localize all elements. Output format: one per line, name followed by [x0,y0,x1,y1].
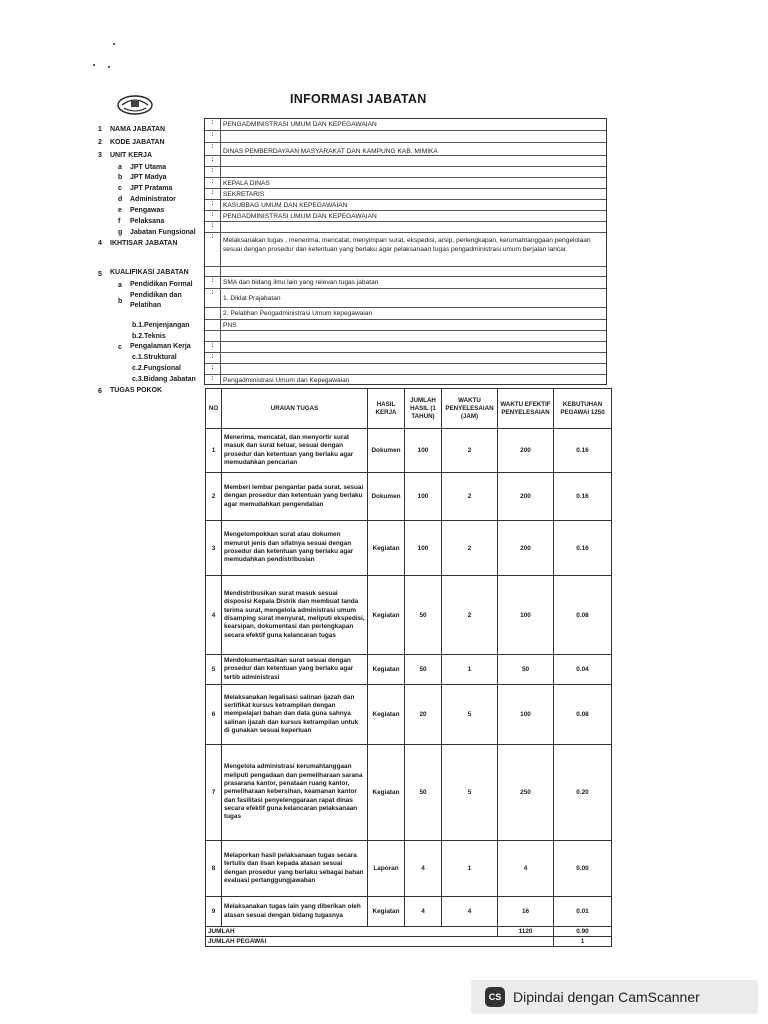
field-number: 3 [98,152,102,159]
cell-jumlah: 50 [405,745,442,841]
camscanner-logo-icon: CS [485,987,505,1007]
colon: : [205,178,221,188]
table-row [206,521,612,576]
value-diklat-prajabatan: 1. Diklat Prajabatan [223,295,281,302]
table-row [206,745,612,841]
colon: : [205,353,221,363]
col-header-kebutuhan: KEBUTUHAN PEGAWAI 1250 [554,389,612,429]
sub-letter: c [118,185,122,192]
sub-label-jpt-pratama: JPT Pratama [130,185,173,192]
cell-jumlah: 100 [405,521,442,576]
col-header-uraian: URAIAN TUGAS [222,389,368,429]
cell-efektif: 200 [498,521,554,576]
table-total-row [206,927,612,937]
value-penjenjangan: PNS [223,322,237,329]
field-label-kualifikasi: KUALIFIKASI JABATAN [110,269,189,276]
cell-waktu: 2 [442,429,498,473]
field-number: 6 [98,388,102,395]
colon: : [205,364,221,374]
cell-efektif: 250 [498,745,554,841]
cell-jumlah: 20 [405,685,442,745]
cell-hasil: Kegiatan [368,521,405,576]
cell-waktu: 2 [442,521,498,576]
cell-no: 7 [206,745,222,841]
cell-uraian: Melaporkan hasil pelaksanaan tugas secara tertulis dan lisan kepada atasan sesuai dengan prosedur yang berlaku sebagai bahan evaluasi pertanggungjawaban [222,841,368,897]
cell-waktu: 5 [442,685,498,745]
value-row-jpt-utama [205,156,606,167]
cell-jumlah: 4 [405,841,442,897]
colon: : [205,189,221,199]
cell-waktu: 1 [442,841,498,897]
sub-label-jabatan-fungsional: Jabatan Fungsional [130,229,196,236]
cell-uraian: Memberi lembar pengantar pada surat, sesuai dengan prosedur dan ketentuan yang berlaku agar memudahkan pengendalian [222,473,368,521]
table-header-row [206,389,612,429]
cell-uraian: Melaksanakan tugas lain yang diberikan oleh atasan sesuai dengan bidang tugasnya [222,897,368,927]
value-pelaksana: PENGADMINISTRASI UMUM DAN KEPEGAWAIAN [223,213,377,220]
cell-efektif: 4 [498,841,554,897]
cell-hasil: Kegiatan [368,685,405,745]
value-pelatihan: 2. Pelatihan Pengadministrasi Umum kepegawaian [223,310,373,317]
cell-uraian: Mendokumentasikan surat sesuai dengan prosedur dan ketentuan yang berlaku agar tertib administrasi [222,655,368,685]
value-nama-jabatan: PENGADMINISTRASI UMUM DAN KEPEGAWAIAN [223,121,377,128]
sub-letter: b [118,298,123,305]
cell-efektif: 100 [498,576,554,655]
value-pengawas: KASUBBAG UMUM DAN KEPEGAWAIAN [223,202,348,209]
field-label-ikhtisar: IKHTISAR JABATAN [110,240,178,247]
col-header-jumlah: JUMLAH HASIL (1 TAHUN) [405,389,442,429]
total-efektif: 1120 [498,927,554,937]
cell-kebutuhan: 0.16 [554,429,612,473]
cell-no: 2 [206,473,222,521]
cell-waktu: 2 [442,576,498,655]
sub-label-penjenjangan: b.1.Penjenjangan [132,322,190,329]
scan-speck [93,64,95,66]
sub-label-bidang-jabatan: c.3.Bidang Jabatan [132,376,196,383]
value-row-bidang-jabatan [205,375,606,385]
col-header-efektif: WAKTU EFEKTIF PENYELESAIAN [498,389,554,429]
cell-jumlah: 50 [405,655,442,685]
table-row [206,473,612,521]
colon [205,331,221,341]
cell-no: 8 [206,841,222,897]
value-row-jpt-madya [205,167,606,178]
cell-uraian: Mengelompokkan surat atau dokumen menurut jenis dan sifatnya sesuai dengan prosedur dan ketentuan yang berlaku agar memudahkan pendistribusian [222,521,368,576]
value-row-ikhtisar [205,233,606,267]
cell-no: 4 [206,576,222,655]
value-row-kode-jabatan [205,131,606,143]
cell-uraian: Melaksanakan legalisasi salinan ijazah dan sertifikat kursus ketrampilan dengan mempelajari bahan dan data guna sahnya salinan ijazah dan kursus ketrampilan untuk di gunakan sesuai keperluan [222,685,368,745]
sub-label-jpt-utama: JPT Utama [130,164,167,171]
table-row [206,897,612,927]
field-number: 4 [98,240,102,247]
camscanner-text: Dipindai dengan CamScanner [513,989,700,1005]
colon: : [205,167,221,177]
value-ikhtisar: Melaksanakan tugas , menerima, mencatat, menyimpan surat, ekspedisi, arsip, perlengkapan, kerumahtanggaan pengelolaan sesuai dengan prosedur dan ketentuan yang berlaku agar pelaksanaan tugas pengadministrasi umum berjalan lancar. [223,237,591,253]
field-label-nama-jabatan: NAMA JABATAN [110,126,166,133]
sub-label-pendidikan-formal: Pendidikan Formal [130,281,193,288]
cell-efektif: 16 [498,897,554,927]
field-label-tugas-pokok: TUGAS POKOK [110,387,163,394]
value-row-teknis [205,331,606,342]
scan-speck [113,43,115,45]
cell-hasil: Kegiatan [368,576,405,655]
value-row-pengalaman [205,342,606,353]
cell-kebutuhan: 0.01 [554,897,612,927]
colon: : [205,289,221,307]
col-header-hasil: HASIL KERJA [368,389,405,429]
sub-letter: a [118,164,122,171]
colon [205,320,221,330]
identity-value-box [204,118,607,385]
sub-label-struktural: c.1.Struktural [132,354,177,361]
sub-label-pelaksana: Pelaksana [130,218,165,225]
sub-label-jpt-madya: JPT Madya [130,174,167,181]
colon [205,267,221,276]
cell-kebutuhan: 0.08 [554,685,612,745]
cell-kebutuhan: 0.00 [554,841,612,897]
sub-label-teknis: b.2.Teknis [132,333,166,340]
value-row-jpt-pratama [205,178,606,189]
cell-kebutuhan: 0.16 [554,521,612,576]
cell-waktu: 2 [442,473,498,521]
cell-jumlah: 4 [405,897,442,927]
cell-hasil: Dokumen [368,473,405,521]
col-header-waktu: WAKTU PENYELESAIAN (JAM) [442,389,498,429]
table-row [206,576,612,655]
cell-waktu: 4 [442,897,498,927]
cell-efektif: 200 [498,429,554,473]
jumlah-pegawai-value: 1 [554,937,612,947]
cell-kebutuhan: 0.16 [554,473,612,521]
table-row [206,655,612,685]
field-label-unit-kerja: UNIT KERJA [110,152,153,159]
sub-label-fungsional: c.2.Fungsional [132,365,182,372]
table-row [206,685,612,745]
colon: : [205,143,221,155]
col-header-no: NO [206,389,222,429]
cell-no: 5 [206,655,222,685]
colon: : [205,200,221,210]
field-number: 2 [98,139,102,146]
value-row-spacer [205,267,606,277]
cell-no: 1 [206,429,222,473]
colon: : [205,211,221,221]
regency-emblem-icon [116,93,154,117]
value-row-penjenjangan [205,320,606,331]
cell-efektif: 100 [498,685,554,745]
colon: : [205,222,221,232]
cell-efektif: 50 [498,655,554,685]
value-row-nama-jabatan [205,119,606,131]
scan-speck [108,66,110,68]
table-pegawai-row [206,937,612,947]
value-row-pengawas [205,200,606,211]
cell-hasil: Dokumen [368,429,405,473]
cell-hasil: Kegiatan [368,655,405,685]
sub-letter: e [118,207,122,214]
sub-letter: b [118,174,123,181]
field-number: 5 [98,271,102,278]
colon: : [205,342,221,352]
value-row-pelaksana [205,211,606,222]
field-number: 1 [98,126,102,133]
colon: : [205,233,221,266]
cell-no: 6 [206,685,222,745]
colon: : [205,131,221,142]
sub-label-pendidikan-pelatihan: Pendidikan dan [130,292,182,299]
value-row-struktural [205,353,606,364]
cell-uraian: Menerima, mencatat, dan menyortir surat masuk dan surat keluar, sesuai dengan prosedur dan ketentuan yang berlaku agar memudahkan pencarian [222,429,368,473]
value-bidang-jabatan: Pengadministrasi Umum dan Kepegawaian [223,377,350,384]
table-row [206,841,612,897]
total-label: JUMLAH [206,927,498,937]
value-unit-kerja: DINAS PEMBERDAYAAN MASYARAKAT DAN KAMPUNG KAB. MIMIKA [223,148,438,155]
cell-jumlah: 100 [405,429,442,473]
cell-waktu: 1 [442,655,498,685]
sub-label-pelatihan: Pelatihan [130,302,162,309]
sub-letter: a [118,282,122,289]
value-row-jabatan-fungsional [205,222,606,233]
cell-no: 3 [206,521,222,576]
value-row-fungsional [205,364,606,375]
cell-uraian: Mendistribusikan surat masuk sesuai disposisi Kepala Distrik dan membuat tanda terima surat, mengelola administrasi umum disamping surat menyurat, meliputi ekspedisi, kearsipan, dokumentasi dan perlengkapan secara efektif guna kelancaran tugas [222,576,368,655]
colon: : [205,156,221,166]
value-row-pendidikan-formal [205,277,606,289]
sub-letter: f [118,218,121,225]
value-row-diklat [205,289,606,308]
sub-label-administrator: Administrator [130,196,176,203]
camscanner-watermark [471,980,758,1014]
total-kebutuhan: 0.90 [554,927,612,937]
value-row-pelatihan [205,308,606,320]
cell-jumlah: 100 [405,473,442,521]
field-label-kode-jabatan: KODE JABATAN [110,139,165,146]
colon: : [205,277,221,288]
cell-hasil: Laporan [368,841,405,897]
value-pendidikan-formal: SMA dan bidang ilmu lain yang relevan tugas jabatan [223,279,379,286]
cell-hasil: Kegiatan [368,897,405,927]
table-row [206,429,612,473]
cell-no: 9 [206,897,222,927]
task-table [205,388,612,947]
cell-kebutuhan: 0.04 [554,655,612,685]
value-row-administrator [205,189,606,200]
cell-kebutuhan: 0.20 [554,745,612,841]
cell-waktu: 5 [442,745,498,841]
value-administrator: SEKRETARIS [223,191,265,198]
colon: : [205,375,221,385]
sub-letter: d [118,196,123,203]
sub-label-pengalaman-kerja: Pengalaman Kerja [130,343,191,350]
jumlah-pegawai-label: JUMLAH PEGAWAI [206,937,554,947]
cell-uraian: Mengelola administrasi kerumahtanggaan meliputi pengadaan dan pemeliharaan sarana prasarana kantor, penataan ruang kantor, pemeliharaan kebersihan, keamanan kantor dan fasilitasi penyelenggaraan rapat dinas secara efektif guna kelancaran pelaksanaan tugas [222,745,368,841]
value-row-unit-kerja [205,143,606,156]
sub-letter: c [118,344,122,351]
cell-jumlah: 50 [405,576,442,655]
cell-efektif: 200 [498,473,554,521]
cell-kebutuhan: 0.08 [554,576,612,655]
sub-letter: g [118,229,123,236]
colon: : [205,119,221,130]
colon [205,308,221,319]
value-jpt-pratama: KEPALA DINAS [223,180,270,187]
cell-hasil: Kegiatan [368,745,405,841]
sub-label-pengawas: Pengawas [130,207,165,214]
document-title: INFORMASI JABATAN [290,92,427,106]
